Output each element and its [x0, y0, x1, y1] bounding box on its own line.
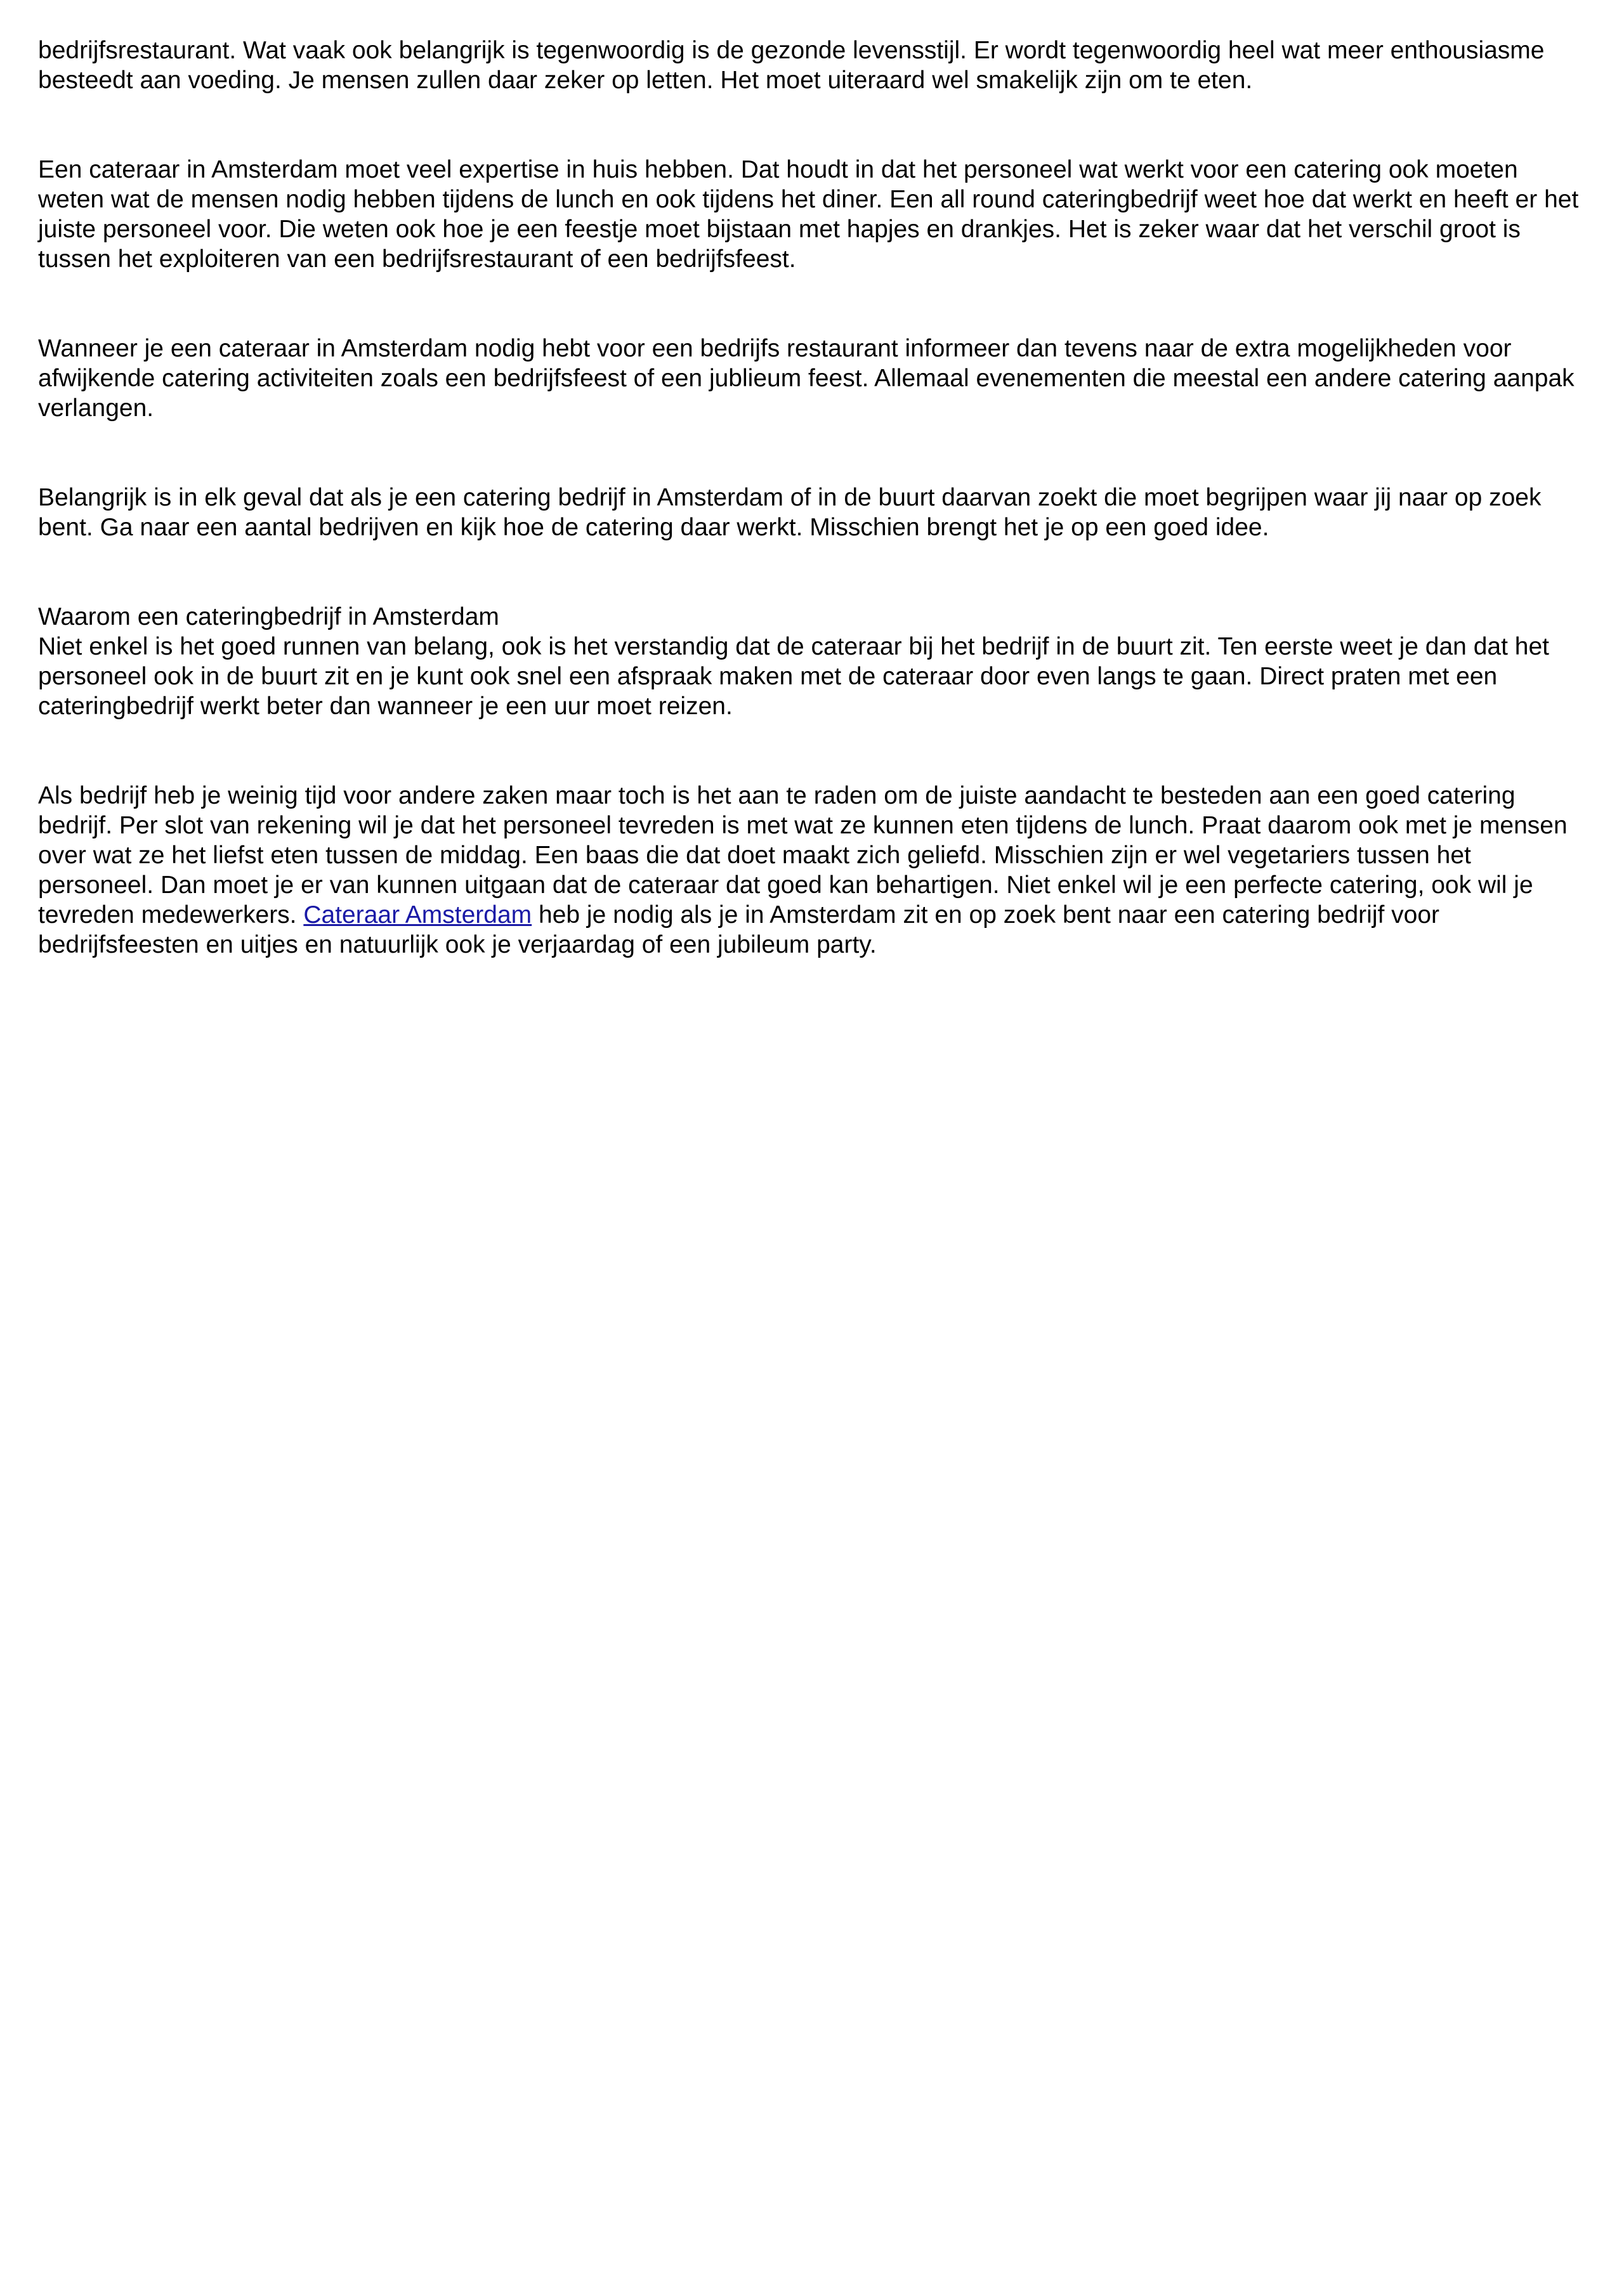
paragraph-final: [38, 781, 1586, 960]
paragraph-final-text-after-link: heb je nodig als je in Amsterdam zit en op zoek bent naar een catering bedrijf voor bedrijfsfeesten en uitjes en natuurlijk ook je verjaardag of een jubileum party.: [38, 901, 1440, 958]
document-page: [38, 36, 1586, 960]
paragraph-final-text-before-link: Als bedrijf heb je weinig tijd voor andere zaken maar toch is het aan te raden om de juiste aandacht te besteden aan een goed catering bedrijf. Per slot van rekening wil je dat het personeel tevreden is met wat ze kunnen eten tijdens de lunch. Praat daarom ook met je mensen over wat ze het liefst eten tussen de middag. Een baas die dat doet maakt zich geliefd. Misschien zijn er wel vegetariers tussen het personeel. Dan moet je er van kunnen uitgaan dat de cateraar dat goed kan behartigen. Niet enkel wil je een perfecte catering, ook wil je tevreden medewerkers.: [38, 782, 1568, 929]
paragraph-2: Een cateraar in Amsterdam moet veel expertise in huis hebben. Dat houdt in dat het personeel wat werkt voor een catering ook moeten weten wat de mensen nodig hebben tijdens de lunch en ook tijdens het diner. Een all round cateringbedrijf weet hoe dat werkt en heeft er het juiste personeel voor. Die weten ook hoe je een feestje moet bijstaan met hapjes en drankjes. Het is zeker waar dat het verschil groot is tussen het exploiteren van een bedrijfsrestaurant of een bedrijfsfeest.: [38, 156, 1579, 273]
cateraar-amsterdam-link[interactable]: Cateraar Amsterdam: [303, 901, 532, 929]
paragraph-3: Wanneer je een cateraar in Amsterdam nodig hebt voor een bedrijfs restaurant informeer dan tevens naar de extra mogelijkheden voor afwijkende catering activiteiten zoals een bedrijfsfeest of een jublieum feest. Allemaal evenementen die meestal een andere catering aanpak verlangen.: [38, 335, 1575, 422]
section-heading: Waarom een cateringbedrijf in Amsterdam: [38, 603, 499, 630]
section-block: [38, 602, 1586, 721]
paragraph-4: Belangrijk is in elk geval dat als je een catering bedrijf in Amsterdam of in de buurt daarvan zoekt die moet begrijpen waar jij naar op zoek bent. Ga naar een aantal bedrijven en kijk hoe de catering daar werkt. Misschien brengt het je op een goed idee.: [38, 484, 1542, 541]
section-paragraph: Niet enkel is het goed runnen van belang, ook is het verstandig dat de cateraar bij het bedrijf in de buurt zit. Ten eerste weet je dan dat het personeel ook in de buurt zit en je kunt ook snel een afspraak maken met de cateraar door even langs te gaan. Direct praten met een cateringbedrijf werkt beter dan wanneer je een uur moet reizen.: [38, 633, 1549, 720]
paragraph-1: bedrijfsrestaurant. Wat vaak ook belangrijk is tegenwoordig is de gezonde levensstijl. Er wordt tegenwoordig heel wat meer enthousiasme besteedt aan voeding. Je mensen zullen daar zeker op letten. Het moet uiteraard wel smakelijk zijn om te eten.: [38, 37, 1545, 94]
